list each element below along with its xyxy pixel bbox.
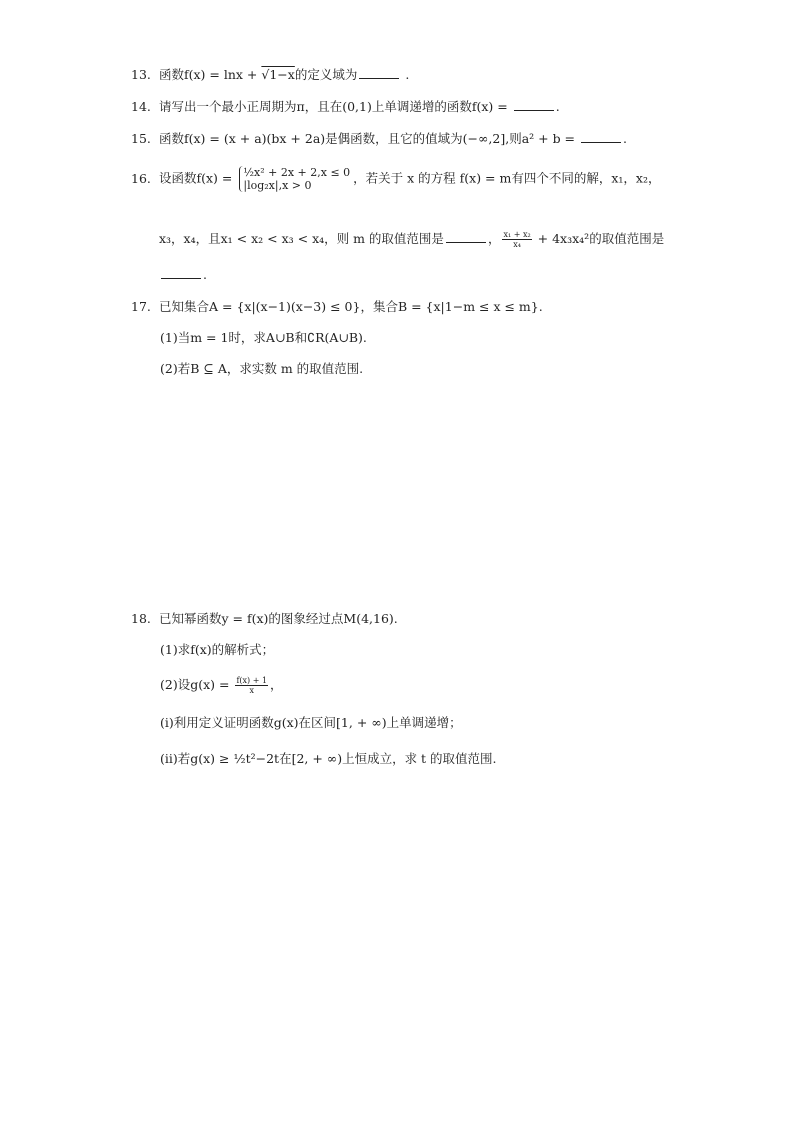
q18-part-2 <box>160 676 283 695</box>
separator: ， <box>487 231 501 246</box>
question-number: 18. <box>131 611 151 626</box>
question-number: 17. <box>131 299 151 314</box>
question-text: 设函数f(x) = <box>159 170 237 186</box>
case-2: |log₂x|,x > 0 <box>243 179 312 192</box>
question-end: . <box>203 267 207 282</box>
question-text: 请写出一个最小正周期为π，且在(0,1)上单调递增的函数f(x) = <box>159 99 512 114</box>
question-text-tail: ，若关于 x 的方程 f(x) = m有四个不同的解，x₁，x₂， <box>353 170 661 186</box>
fraction <box>502 230 531 249</box>
question-17 <box>131 298 543 316</box>
q18-part-ii: (ii)若g(x) ≥ ½t²−2t在[2, + ∞)上恒成立，求 t 的取值范围. <box>160 751 497 766</box>
question-text: x₃，x₄，且x₁ < x₂ < x₃ < x₄，则 m 的取值范围是 <box>159 231 444 246</box>
question-18 <box>131 610 398 628</box>
part-text: (2)设g(x) = <box>160 677 234 692</box>
q17-part-2: (2)若B ⊆ A，求实数 m 的取值范围. <box>160 361 364 376</box>
question-text-tail: 的定义域为 <box>294 67 358 82</box>
question-text-tail: + 4x₃x₄²的取值范围是 <box>533 231 665 246</box>
question-15 <box>131 130 627 148</box>
question-number: 14. <box>131 99 151 114</box>
question-16-line3 <box>159 266 207 284</box>
fraction-numerator: f(x) + 1 <box>236 676 268 685</box>
case-1: ½x² + 2x + 2,x ≤ 0 <box>243 166 351 179</box>
answer-blank-2[interactable] <box>161 266 201 279</box>
sqrt-expression: √1−x <box>261 67 295 82</box>
fraction-denominator: x₄ <box>513 240 521 249</box>
question-text: 已知集合A = {x|(x−1)(x−3) ≤ 0}，集合B = {x|1−m ≤ x ≤ m}. <box>159 299 543 314</box>
answer-blank[interactable] <box>359 66 399 79</box>
piecewise-function <box>239 166 350 192</box>
question-end: . <box>623 131 627 146</box>
question-number: 13. <box>131 67 151 82</box>
fraction <box>235 676 268 695</box>
answer-blank-1[interactable] <box>446 230 486 243</box>
q17-part-1: (1)当m = 1时，求A∪B和∁R(A∪B). <box>160 330 367 345</box>
q18-part-1: (1)求f(x)的解析式； <box>160 642 275 657</box>
question-16 <box>131 166 660 192</box>
q18-part-i: (i)利用定义证明函数g(x)在区间[1, + ∞)上单调递增； <box>160 715 462 730</box>
answer-blank[interactable] <box>514 98 554 111</box>
question-text: 函数f(x) = (x + a)(bx + 2a)是偶函数，且它的值域为(−∞,2],则a² + b = <box>159 131 580 146</box>
question-end: . <box>555 99 560 114</box>
question-16-line2 <box>159 230 664 249</box>
part-end: ， <box>270 677 283 692</box>
answer-blank[interactable] <box>581 130 621 143</box>
question-number: 15. <box>131 131 151 146</box>
question-text: 已知幂函数y = f(x)的图象经过点M(4,16). <box>159 611 398 626</box>
question-14 <box>131 98 560 116</box>
question-end: . <box>401 67 410 82</box>
question-13 <box>131 66 409 84</box>
question-text: 函数f(x) = lnx + <box>159 67 262 82</box>
question-number: 16. <box>131 170 151 186</box>
fraction-denominator: x <box>249 686 254 695</box>
fraction-numerator: x₁ + x₂ <box>503 230 531 239</box>
